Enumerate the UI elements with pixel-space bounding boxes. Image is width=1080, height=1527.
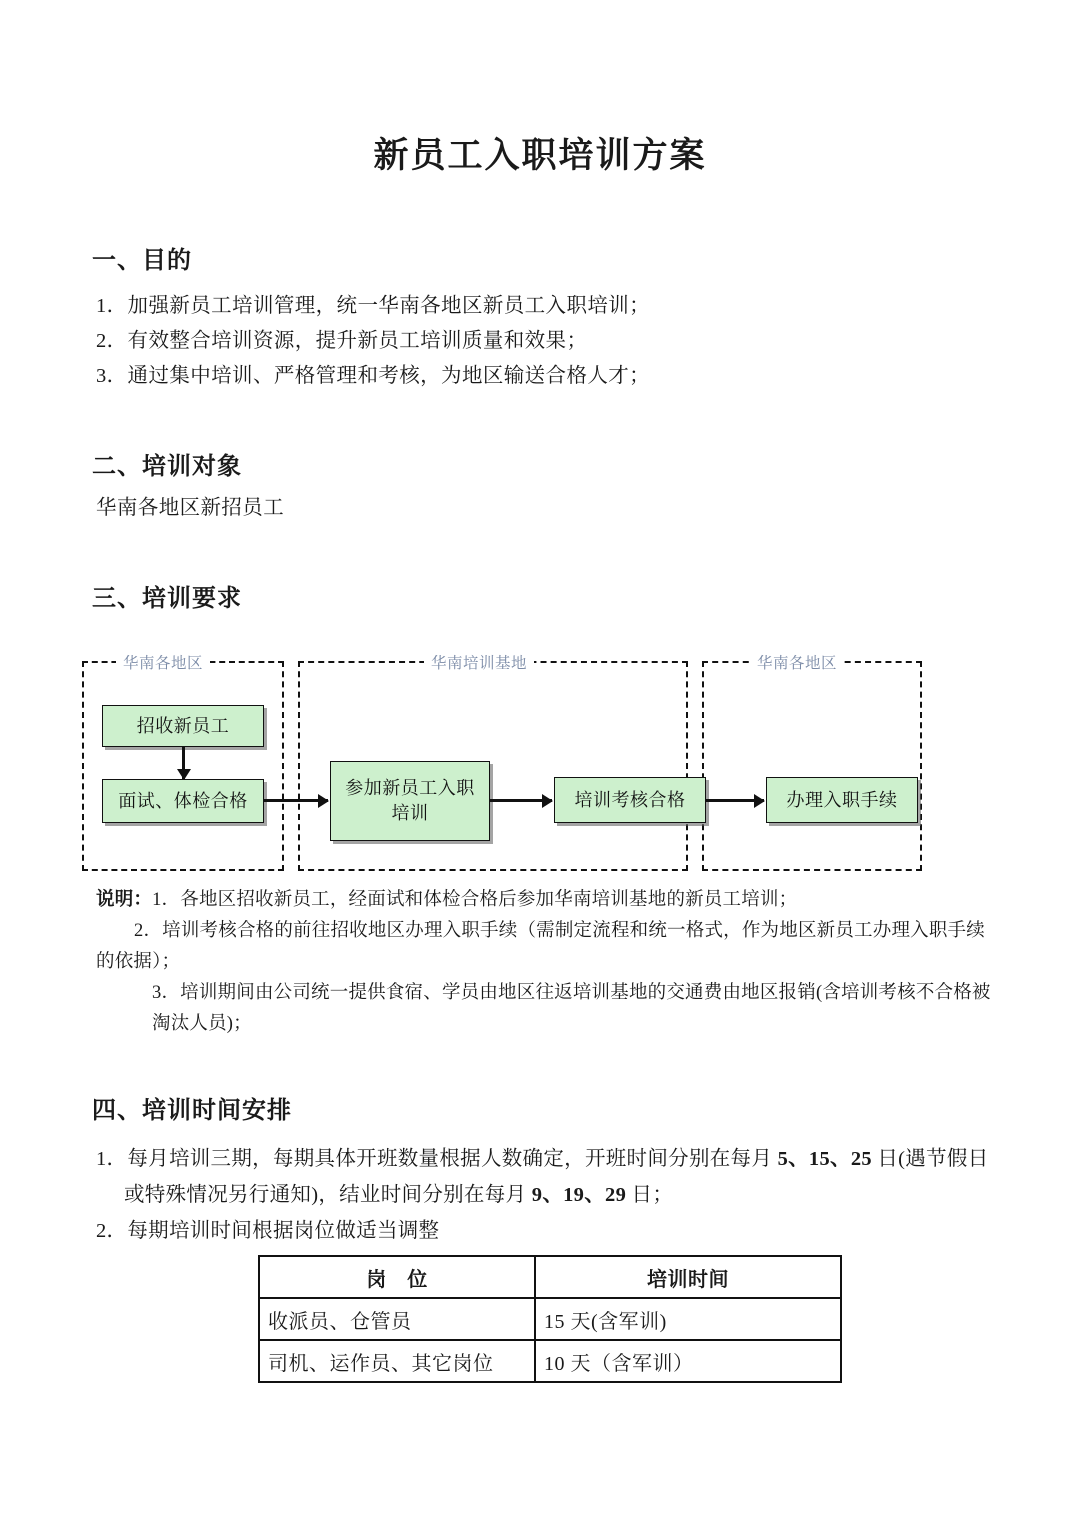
schedule-text-c: 日； bbox=[626, 1184, 674, 1206]
table-head bbox=[259, 1256, 841, 1298]
list-item: 3．通过集中培训、严格管理和考核，为地区输送合格人才； bbox=[96, 365, 651, 387]
schedule-item-1 bbox=[96, 1141, 996, 1213]
note-text-1: 1．各地区招收新员工，经面试和体检合格后参加华南培训基地的新员工培训； bbox=[152, 890, 798, 910]
table-header-duration: 培训时间 bbox=[535, 1256, 841, 1298]
section-heading-schedule: 四、培训时间安排 bbox=[92, 1098, 292, 1124]
section-heading-purpose: 一、目的 bbox=[92, 248, 192, 274]
schedule-table-wrap bbox=[0, 1255, 1080, 1383]
flow-arrow-1 bbox=[264, 799, 328, 802]
flow-arrow-vertical bbox=[182, 747, 185, 779]
table-row bbox=[259, 1340, 841, 1382]
flow-zone-label: 华南各地区 bbox=[750, 651, 844, 673]
list-item: 2．有效整合培训资源，提升新员工培训质量和效果； bbox=[96, 330, 588, 352]
table-body bbox=[259, 1298, 841, 1382]
note-line-3: 3．培训期间由公司统一提供食宿、学员由地区往返培训基地的交通费由地区报销(含培训考核不合格被淘汰人员)； bbox=[152, 983, 991, 1034]
audience-text: 华南各地区新招员工 bbox=[96, 497, 285, 519]
schedule-start-dates: 5、15、25 bbox=[777, 1148, 872, 1170]
page-title: 新员工入职培训方案 bbox=[373, 136, 707, 175]
schedule-item-2: 2．每期培训时间根据岗位做适当调整 bbox=[96, 1220, 440, 1242]
flow-zone-region-2 bbox=[702, 655, 922, 871]
note-line-2: 2．培训考核合格的前往招收地区办理入职手续（需制定流程和统一格式，作为地区新员工办理入职手续的依据）； bbox=[96, 921, 985, 972]
schedule-table bbox=[258, 1255, 842, 1383]
flow-node-interview: 面试、体检合格 bbox=[102, 779, 264, 823]
table-row bbox=[259, 1298, 841, 1340]
note-line-1 bbox=[96, 885, 994, 916]
list-item: 1．加强新员工培训管理，统一华南各地区新员工入职培训； bbox=[96, 295, 651, 317]
schedule-body bbox=[0, 1141, 1080, 1249]
table-cell-duration: 10 天（含军训） bbox=[535, 1340, 841, 1382]
flow-arrow-3 bbox=[706, 799, 764, 802]
training-flow-diagram bbox=[82, 649, 922, 871]
flow-node-recruit: 招收新员工 bbox=[102, 705, 264, 747]
flow-zone-label: 华南培训基地 bbox=[424, 651, 534, 673]
diagram-notes bbox=[0, 885, 1080, 1040]
flow-node-attend-training: 参加新员工入职培训 bbox=[330, 761, 490, 841]
flow-arrow-2 bbox=[490, 799, 552, 802]
schedule-end-dates: 9、19、29 bbox=[531, 1184, 627, 1206]
flow-node-onboarding: 办理入职手续 bbox=[766, 777, 918, 823]
table-cell-position: 收派员、仓管员 bbox=[259, 1298, 535, 1340]
notes-prefix: 说明： bbox=[96, 890, 153, 910]
section-heading-audience: 二、培训对象 bbox=[92, 454, 242, 480]
section-heading-requirements: 三、培训要求 bbox=[92, 586, 242, 612]
purpose-list bbox=[0, 289, 1080, 394]
flow-zone-label: 华南各地区 bbox=[116, 651, 210, 673]
table-header-row bbox=[259, 1256, 841, 1298]
flow-node-pass-assessment: 培训考核合格 bbox=[554, 777, 706, 823]
table-cell-duration: 15 天(含军训) bbox=[535, 1298, 841, 1340]
schedule-text-a: 1．每月培训三期，每期具体开班数量根据人数确定，开班时间分别在每月 bbox=[96, 1148, 778, 1170]
audience-body bbox=[0, 491, 1080, 526]
schedule-text-b: 日(遇节假日或特殊情况另行通知)，结业时间分别在每月 bbox=[124, 1148, 989, 1206]
table-cell-position: 司机、运作员、其它岗位 bbox=[259, 1340, 535, 1382]
table-header-position: 岗 位 bbox=[259, 1256, 535, 1298]
